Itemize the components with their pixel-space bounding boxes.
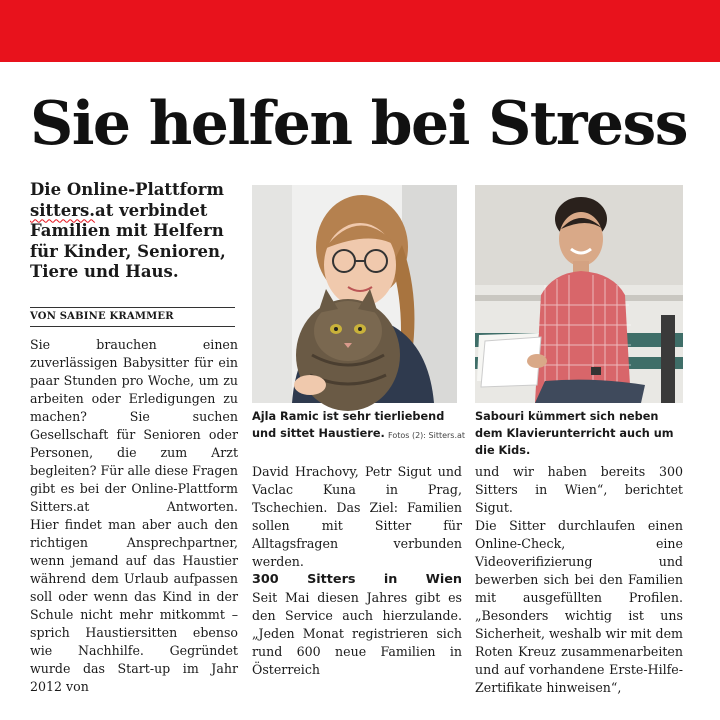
lead-paragraph xyxy=(30,180,235,283)
column2-paragraph-2: Seit Mai diesen Jahres gibt es den Service auch hierzulande. „Jeden Monat registrieren sich rund 600 neue Familien in Österreich xyxy=(252,590,462,677)
column1-paragraph-1: Sie brauchen einen zuverlässigen Babysitter für ein paar Stunden pro Woche, um zu arbeiten oder Erledigungen zu machen? Sie suchen Gesellschaft für Senioren oder Personen, die zum Arzt begleiten? Für alle diese Fragen gibt es bei der Online-Plattform Sitters.at Antworten. xyxy=(30,337,238,514)
lead-part-1: Die Online-Plattform xyxy=(30,180,224,199)
photo-woman-with-cat-illustration xyxy=(252,185,457,403)
photo-credit: Fotos (2): Sitters.at xyxy=(388,431,466,440)
article-column-2 xyxy=(252,463,462,677)
photo-caption-left: Ajla Ramic ist sehr tierliebend und sittet Haustiere. xyxy=(252,410,445,440)
column2-paragraph-1: David Hrachovy, Petr Sigut und Vaclac Kuna in Prag, Tschechien. Das Ziel: Familien sollen mit Sitter für Alltagsfragen verbunden werden. xyxy=(252,464,462,569)
column2-subhead: 300 Sitters in Wien xyxy=(252,572,462,587)
photo-man-on-bench-illustration xyxy=(475,185,683,403)
article-column-1 xyxy=(30,336,238,694)
column3-paragraph-2: Die Sitter durchlaufen einen Online-Check, eine Videoverifizierung und bewerben sich bei den Familien mit ausgefüllten Profilen. „Besonders wichtig ist uns Sicherheit, weshalb wir mit dem Roten Kreuz zusammenarbeiten und auf vorhandene Erste-Hilfe-Zertifikate hinweisen“, xyxy=(475,518,683,695)
lead-highlight: sitters. xyxy=(30,200,96,220)
headline: Sie helfen bei Stress xyxy=(30,89,687,159)
photo-man-on-bench xyxy=(475,185,683,403)
byline: VON SABINE KRAMMER xyxy=(30,307,235,327)
article-column-3 xyxy=(475,463,683,695)
column3-paragraph-1: und wir haben bereits 300 Sitters in Wien“, berichtet Sigut. xyxy=(475,464,683,515)
photo-caption-right: Sabouri kümmert sich neben dem Klavierunterricht auch um die Kids. xyxy=(475,410,674,457)
photo-woman-with-cat xyxy=(252,185,457,403)
column1-paragraph-2: Hier findet man aber auch den richtigen Ansprechpartner, wenn jemand auf das Haustier während dem Urlaub aufpassen soll oder wenn das Kind in der Schule nicht mehr mitkommt – sprich Haustiersitten ebenso wie Nachhilfe. Gegründet wurde das Start-up im Jahr 2012 von xyxy=(30,517,238,694)
top-red-bar xyxy=(0,0,720,62)
lead-part-2: at verbindet Familien mit Helfern für Kinder, Senioren, Tiere und Haus. xyxy=(30,200,226,281)
